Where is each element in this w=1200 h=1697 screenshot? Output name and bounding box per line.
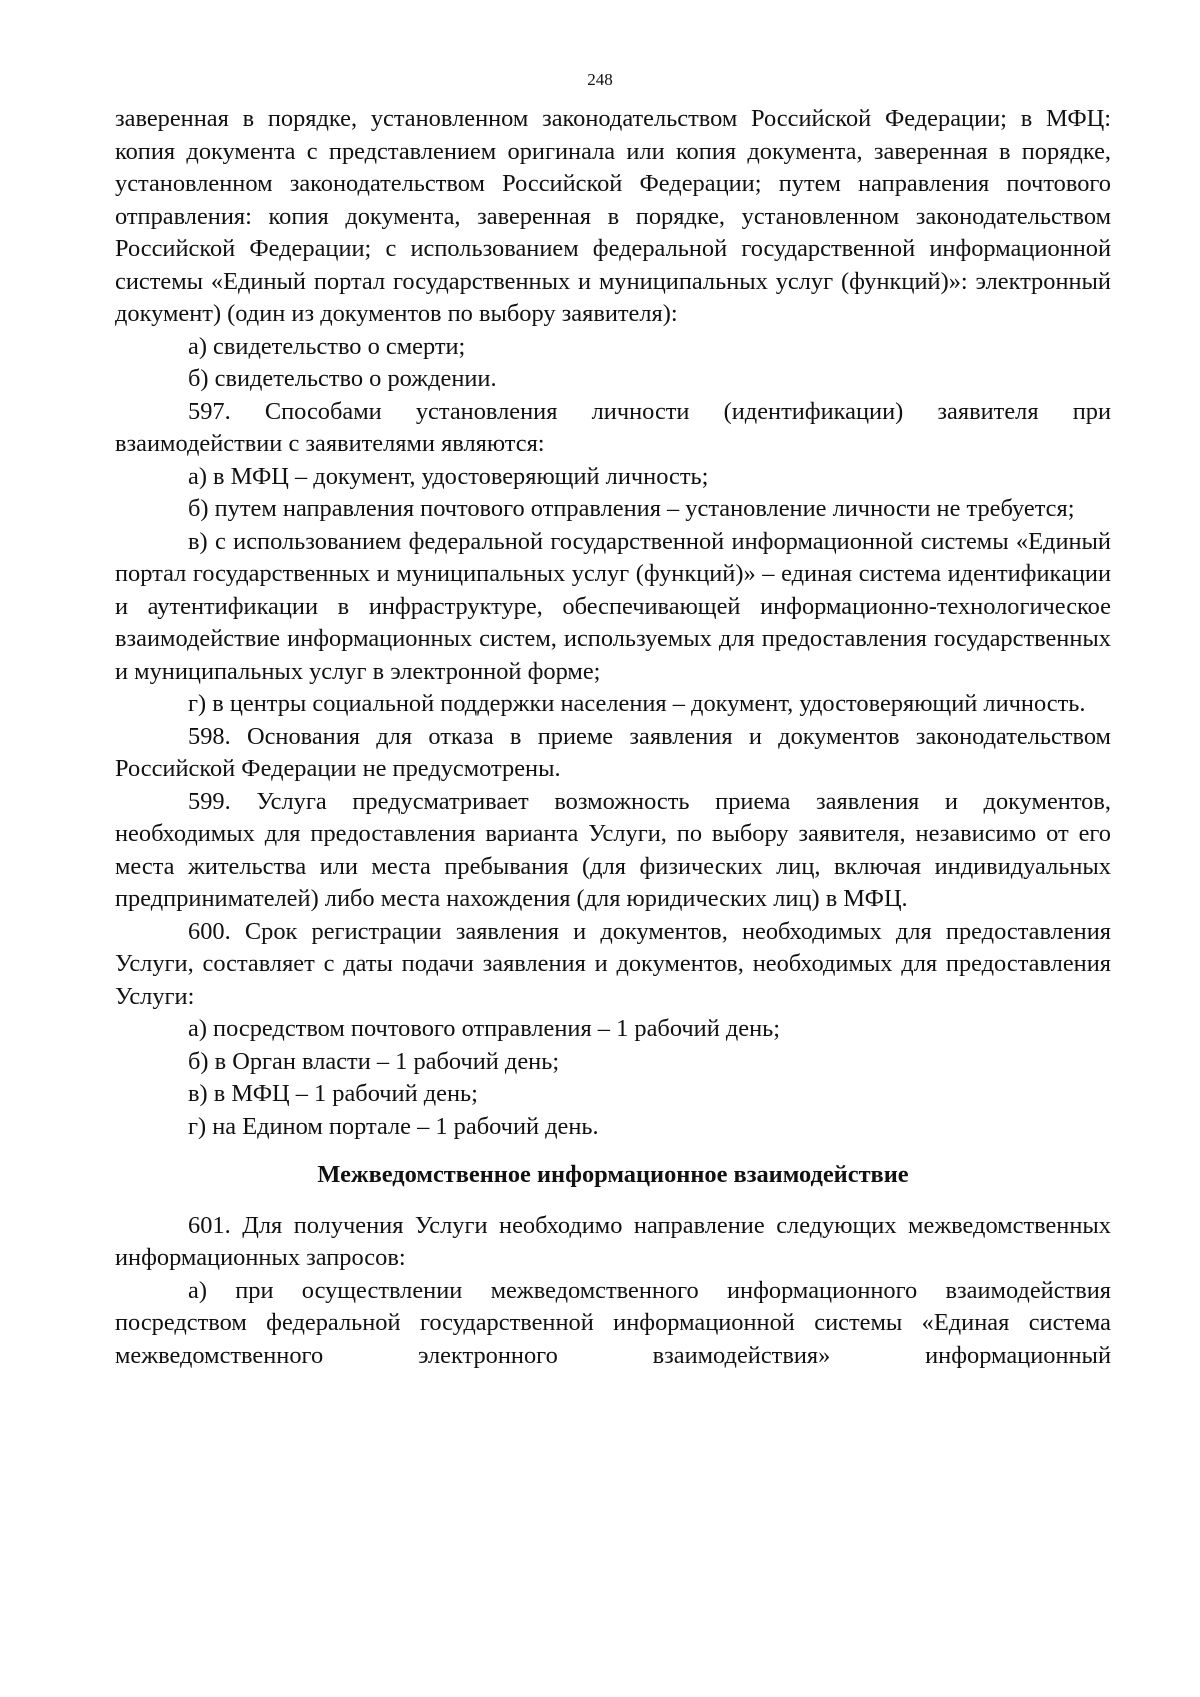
paragraph: б) в Орган власти – 1 рабочий день; — [188, 1047, 560, 1075]
paragraph: заверенная в порядке, установленном законодательством Российской Федерации; в МФЦ: копия документа с представлением оригинала или копия документа, заверенная в порядке, установленном законодательством Российской Федерации; путем направления почтового отправления: копия документа, заверенная в порядке, установленном законодательством Российской Федерации; с использованием федеральной государственной информационной системы «Единый портал государственных и муниципальных услуг (функций)»: электронный документ) (один из документов по выбору заявителя): — [115, 105, 1111, 327]
paragraph: б) свидетельство о рождении. — [188, 365, 497, 392]
paragraph: 601. Для получения Услуги необходимо направление следующих межведомственных информационных запросов: — [115, 1211, 1111, 1271]
paragraph: 599. Услуга предусматривает возможность приема заявления и документов, необходимых для предоставления варианта Услуги, по выбору заявителя, независимо от его места жительства или места пребывания (для физических лиц, включая индивидуальных предпринимателей) либо места нахождения (для юридических лиц) в МФЦ. — [115, 787, 1111, 912]
paragraph: б) путем направления почтового отправления – установление личности не требуется; — [188, 495, 1075, 522]
paragraph: в) с использованием федеральной государственной информационной системы «Единый портал государственных и муниципальных услуг (функций)» – единая система идентификации и аутентификации в инфраструктуре, обеспечивающей информационно-технологическое взаимодействие информационных систем, используемых для предоставления государственных и муниципальных услуг в электронной форме; — [115, 527, 1111, 685]
paragraph: г) в центры социальной поддержки населения – документ, удостоверяющий личность. — [188, 690, 1086, 717]
paragraph: а) свидетельство о смерти; — [188, 332, 466, 360]
paragraph: 597. Способами установления личности (идентификации) заявителя при взаимодействии с заявителями являются: — [115, 397, 1111, 457]
paragraph: 600. Срок регистрации заявления и документов, необходимых для предоставления Услуги, составляет с даты подачи заявления и документов, необходимых для предоставления Услуги: — [115, 917, 1111, 1010]
document-body — [115, 103, 1111, 1372]
paragraph: г) на Едином портале – 1 рабочий день. — [188, 1112, 599, 1140]
paragraph-block-top — [115, 103, 1111, 1143]
paragraph: а) в МФЦ – документ, удостоверяющий личность; — [188, 462, 709, 490]
paragraph: 598. Основания для отказа в приеме заявления и документов законодательством Российской Федерации не предусмотрены. — [115, 722, 1111, 782]
paragraph: а) посредством почтового отправления – 1 рабочий день; — [188, 1015, 781, 1042]
paragraph: а) при осуществлении межведомственного информационного взаимодействия посредством федеральной государственной информационной системы «Единая система межведомственного электронного взаимодействия» информационный — [115, 1276, 1111, 1369]
section-heading: Межведомственное информационное взаимодействие — [317, 1161, 909, 1188]
paragraph: в) в МФЦ – 1 рабочий день; — [188, 1080, 478, 1107]
page-number: 248 — [587, 70, 613, 89]
paragraph-block-bottom — [115, 1210, 1111, 1373]
